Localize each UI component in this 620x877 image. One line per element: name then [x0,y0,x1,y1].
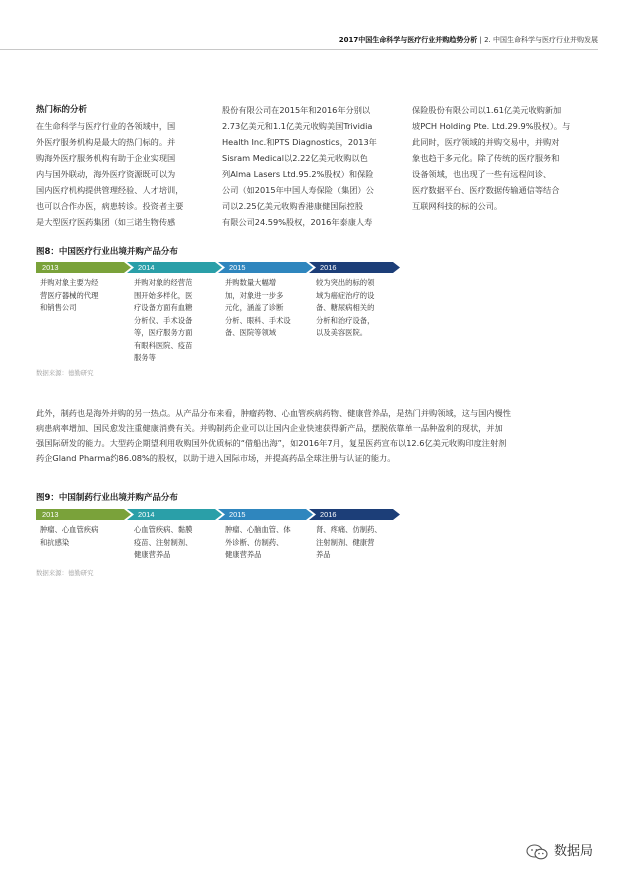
header-breadcrumb [339,36,598,45]
figure-caption: 中国医疗行业出境并购产品分布 [58,247,178,257]
text-line: 疫苗、注射制剂、 [134,537,193,547]
figure-8-source: 数据来源：德勤研究 [36,369,94,377]
text-line: 在生命科学与医疗行业的各领域中，国 [36,121,176,131]
figure-9-source: 数据来源：德勤研究 [36,569,94,577]
text-line: 外诊断、仿制药、 [225,537,284,547]
timeline-text-2013 [40,277,126,315]
text-line: 设备领域，也出现了一些有远程问诊、 [412,169,552,179]
text-line: 也可以合作办医，病患转诊。投资者主要 [36,201,184,211]
text-line: 股份有限公司在2015年和2016年分别以 [222,105,371,115]
year-label: 2016 [320,510,337,519]
text-line: 肿瘤、心脑血管、体 [225,525,291,534]
text-line: 外医疗服务机构是最大的热门标的。并 [36,137,176,147]
wechat-icon [526,844,548,860]
text-line: 健康营养品 [134,550,171,559]
text-line: 列Alma Lasers Ltd.95.2%股权）和保险 [222,169,374,179]
timeline-arrows [36,509,400,520]
text-line: 分析仪、手术设备 [134,315,193,325]
report-title: 2017中国生命科学与医疗行业并购趋势分析 [338,36,478,44]
text-line: 疗设备方面有血糖 [134,303,193,312]
timeline-text-2016 [316,277,402,340]
figure-8-timeline [36,262,400,273]
timeline-text-2013 [40,524,126,549]
text-line: 域为癌症治疗的设 [316,290,375,300]
text-line: 并购对象主要为经 [40,278,99,287]
year-label: 2013 [42,510,59,519]
text-line: 分析、眼科、手术设 [225,315,291,325]
text-line: 和抗感染 [40,537,70,547]
text-line: 此同时，医疗领域的并购交易中，并购对 [412,137,560,147]
text-column-3 [412,102,592,214]
text-line: 注射制剂、健康营 [316,537,375,547]
text-line: 此外，制药也是海外并购的另一热点。从产品分布来看，肿瘤药物、心血管疾病药物、健康营养品，是热门并购领域，这与国内慢性 [36,408,511,418]
text-line: 并购对象的经营范 [134,278,193,287]
year-label: 2013 [42,263,59,272]
text-line: 病患病率增加、国民愈发注重健康消费有关。并购制药企业可以让国内企业快速获得新产品，摆脱依靠单一品种盈利的现状，并加 [36,423,503,433]
text-line: 公司（如2015年中国人寿保险（集团）公 [222,185,374,195]
text-line: Sisram Medical以2.22亿美元收购以色 [222,153,368,163]
text-line: 营医疗器械的代理 [40,290,99,300]
text-line: 肿瘤、心血管疾病 [40,525,99,534]
text-line: 保险股份有限公司以1.61亿美元收购新加 [412,105,562,115]
text-line: 以及美容医院。 [316,328,368,337]
text-line: 围开始多样化，医 [134,290,193,300]
timeline-text-2015 [225,277,311,340]
figure-label: 图8： [36,247,59,257]
text-line: Health Inc.和PTS Diagnostics，2013年 [222,137,377,147]
timeline-arrows [36,262,400,273]
text-line: 购海外医疗服务机构有助于企业实现国 [36,153,176,163]
timeline-text-2014 [134,277,220,365]
figure-8-title [36,245,178,257]
text-line: 有眼科医院、疫苗 [134,340,193,350]
figure-caption: 中国制药行业出境并购产品分布 [58,493,178,503]
text-line: 等，医疗服务方面 [134,328,193,337]
header-separator: | [479,36,482,44]
timeline-text-2016 [316,524,402,562]
text-line: 是大型医疗医药集团（如三诺生物传感 [36,217,176,227]
text-line: 分析和治疗设备， [316,315,375,325]
timeline-text-2015 [225,524,311,562]
text-line: 肾、疼痛、仿制药、 [316,525,382,534]
text-line: 2.73亿美元和1.1亿美元收购美国Trividia [222,121,373,131]
year-label: 2016 [320,263,337,272]
text-line: 和销售公司 [40,303,77,312]
text-line: 内与国外联动，海外医疗资源既可以为 [36,169,176,179]
text-line: 药企Gland Pharma约86.08%的股权，以助于进入国际市场，并提高药品全球注册与认证的能力。 [36,453,396,463]
section-heading: 热门标的分析 [36,105,88,115]
text-line: 养品 [316,550,331,559]
text-line: 互联网科技的标的公司。 [412,201,503,211]
text-line: 司以2.25亿美元收购香港康健国际控股 [222,201,364,211]
text-line: 较为突出的标的领 [316,278,375,287]
year-label: 2014 [138,510,155,519]
year-label: 2015 [229,510,246,519]
figure-9-timeline [36,509,400,520]
text-line: 象也趋于多元化。除了传统的医疗服务和 [412,153,560,163]
text-column-1 [36,102,214,230]
text-line: 备、糖尿病相关的 [316,303,375,312]
section-title: 2. 中国生命科学与医疗行业并购发展 [484,36,598,44]
pharma-paragraph [36,406,590,466]
header-divider [0,49,598,50]
text-line: 心血管疾病、黏膜 [134,525,193,534]
figure-label: 图9： [36,493,59,503]
text-line: 元化，涵盖了诊断 [225,303,284,312]
text-line: 健康营养品 [225,550,262,559]
timeline-text-2014 [134,524,220,562]
year-label: 2015 [229,263,246,272]
text-line: 备、医院等领域 [225,328,277,337]
year-label: 2014 [138,263,155,272]
page-header [0,8,620,48]
text-line: 医疗数据平台、医疗数据传输通信等结合 [412,185,560,195]
text-line: 强国际研发的能力。大型药企期望利用收购国外优质标的“借船出海”，如2016年7月，复星医药宣布以12.6亿美元收购印度注射剂 [36,438,507,448]
text-line: 服务等 [134,353,156,362]
text-line: 国内医疗机构提供管理经验、人才培训， [36,185,184,195]
text-line: 有限公司24.59%股权，2016年泰康人寿 [222,217,373,227]
text-line: 并购数量大幅增 [225,278,277,287]
text-line: 加，对象进一步多 [225,290,284,300]
figure-9-title [36,491,178,503]
text-line: 坡PCH Holding Pte. Ltd.29.9%股权）。与 [412,121,571,131]
text-column-2 [222,102,404,230]
watermark-text: 数据局 [554,844,594,859]
